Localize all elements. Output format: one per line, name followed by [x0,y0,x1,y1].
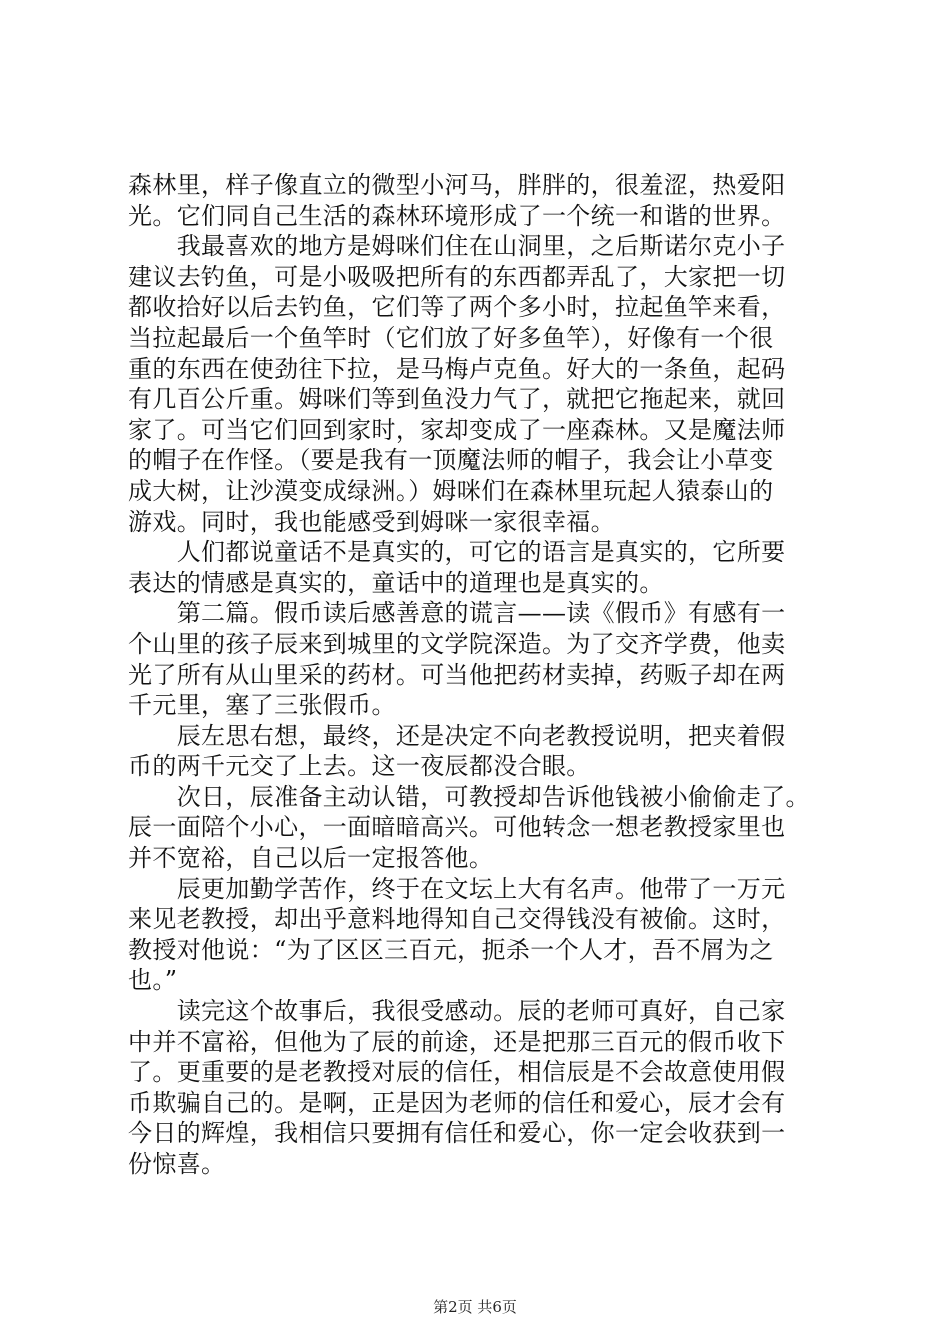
text-line: 重的东西在使劲往下拉，是马梅卢克鱼。好大的一条鱼，起码 [128,354,786,383]
text-line: 建议去钓鱼，可是小吸吸把所有的东西都弄乱了，大家把一切 [128,262,786,291]
text-line: 读完这个故事后，我很受感动。辰的老师可真好，自己家 [128,997,786,1026]
text-line: 份惊喜。 [128,1150,226,1178]
text-line: 教授对他说：“为了区区三百元，扼杀一个人才，吾不屑为之 [128,935,774,964]
text-line: 森林里，样子像直立的微型小河马，胖胖的，很羞涩，热爱阳 [128,171,786,199]
text-line: 并不宽裕，自己以后一定报答他。 [128,844,494,873]
page-footer: 第2页 共6页 [433,1298,517,1316]
text-line: 千元里，塞了三张假币。 [128,691,396,720]
text-line: 家了。可当它们回到家时，家却变成了一座森林。又是魔法师 [128,415,786,444]
text-line: 人们都说童话不是真实的，可它的语言是真实的，它所要 [128,538,786,567]
text-line: 也。” [128,966,178,995]
text-line: 第二篇。假币读后感善意的谎言——读《假币》有感有一 [128,599,786,628]
text-line: 辰左思右想，最终，还是决定不向老教授说明，把夹着假 [128,721,786,750]
text-line: 的帽子在作怪。（要是我有一顶魔法师的帽子，我会让小草变 [128,446,774,475]
text-line: 中并不富裕，但他为了辰的前途，还是把那三百元的假币收下 [128,1027,786,1056]
text-line: 表达的情感是真实的，童话中的道理也是真实的。 [128,568,664,597]
text-line: 了。更重要的是老教授对辰的信任，相信辰是不会故意使用假 [128,1058,786,1087]
text-line: 当拉起最后一个鱼竿时（它们放了好多鱼竿），好像有一个很 [128,323,774,352]
text-line: 成大树，让沙漠变成绿洲。）姆咪们在森林里玩起人猿泰山的 [128,476,774,505]
text-line: 币欺骗自己的。是啊，正是因为老师的信任和爱心，辰才会有 [128,1088,786,1117]
text-line: 今日的辉煌，我相信只要拥有信任和爱心，你一定会收获到一 [128,1119,786,1148]
text-line: 我最喜欢的地方是姆咪们住在山洞里，之后斯诺尔克小子 [128,232,786,261]
text-line: 个山里的孩子辰来到城里的文学院深造。为了交齐学费，他卖 [128,629,786,658]
text-line: 游戏。同时，我也能感受到姆咪一家很幸福。 [128,507,615,536]
text-line: 来见老教授，却出乎意料地得知自己交得钱没有被偷。这时， [128,905,786,934]
text-line: 次日，辰准备主动认错，可教授却告诉他钱被小偷偷走了。 [128,782,810,811]
text-line: 光。它们同自己生活的森林环境形成了一个统一和谐的世界。 [128,201,786,230]
document-body [128,170,838,1180]
text-line: 都收拾好以后去钓鱼，它们等了两个多小时，拉起鱼竿来看， [128,293,786,322]
text-line: 辰更加勤学苦作，终于在文坛上大有名声。他带了一万元 [128,874,786,903]
text-line: 辰一面陪个小心，一面暗暗高兴。可他转念一想老教授家里也 [128,813,786,842]
text-line: 有几百公斤重。姆咪们等到鱼没力气了，就把它拖起来，就回 [128,385,786,414]
text-line: 币的两千元交了上去。这一夜辰都没合眼。 [128,752,591,781]
text-line: 光了所有从山里采的药材。可当他把药材卖掉，药贩子却在两 [128,660,786,689]
